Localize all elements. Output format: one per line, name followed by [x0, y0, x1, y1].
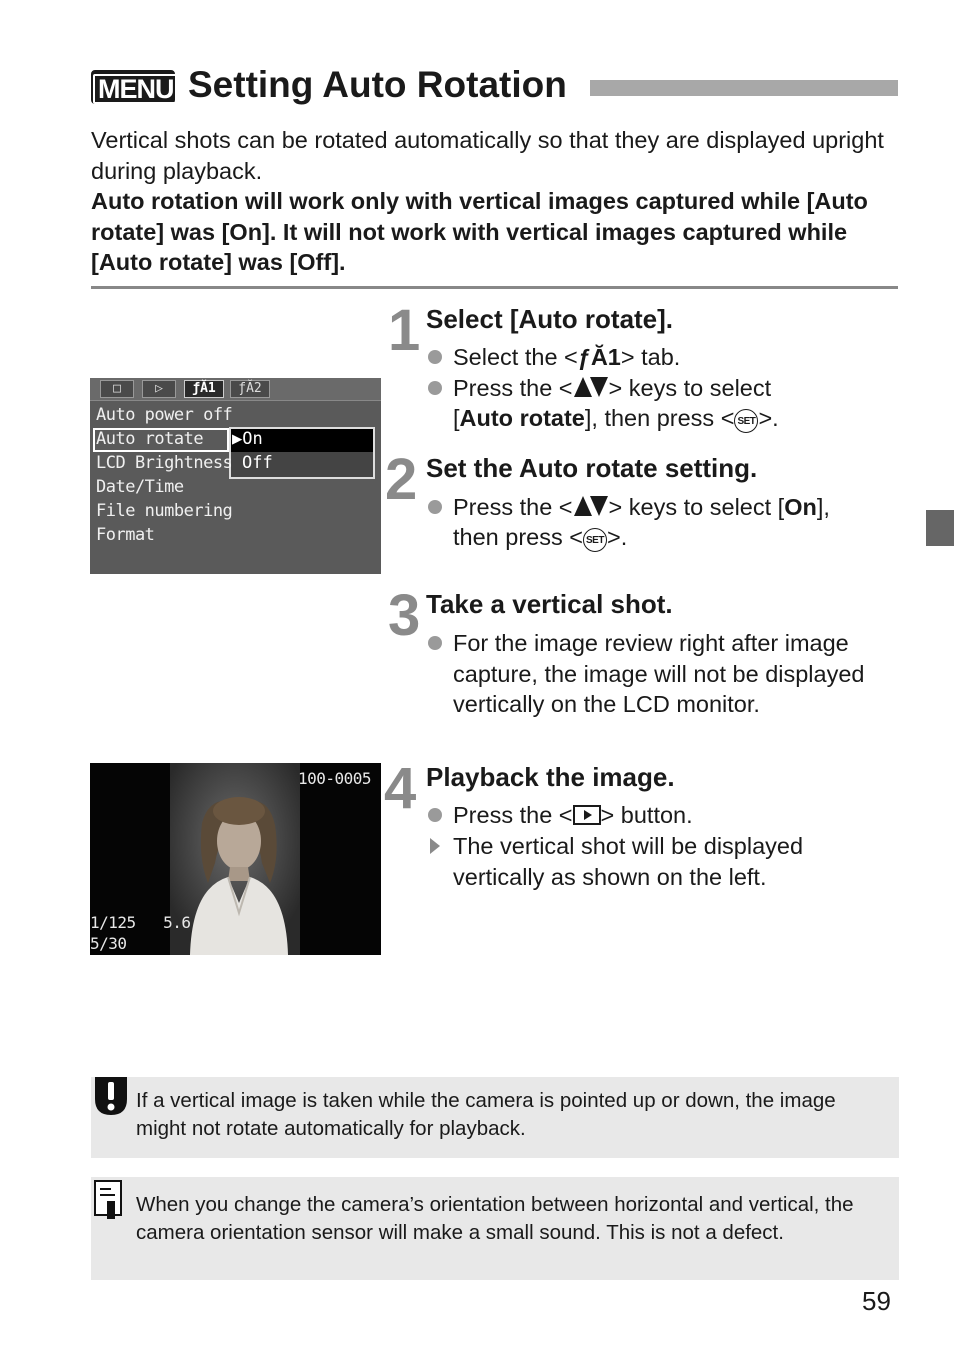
shot-count: 5/30 — [90, 934, 127, 953]
memo-icon — [93, 1179, 125, 1221]
lcd-menu-item: Date/Time — [96, 477, 184, 497]
step-bullet-cont: [Auto rotate], then press < SET >. — [453, 405, 779, 431]
intro-text: Vertical shots can be rotated automatically so that they are displayed upright during playback. — [91, 127, 884, 184]
lcd-menu-item: LCD Brightness — [96, 453, 233, 473]
caution-note — [91, 1077, 899, 1158]
step-bullet: Press the < > button. — [453, 802, 693, 828]
chapter-tab-marker — [926, 510, 954, 546]
step-title: Select [Auto rotate]. — [426, 304, 674, 334]
caution-text: If a vertical image is taken while the camera is pointed up or down, the image might not rotate automatically for playback. — [136, 1089, 836, 1140]
bullet-dot-icon — [428, 808, 442, 822]
step-bullet: For the image review right after image capture, the image will not be displayed vertically on the LCD monitor. — [453, 630, 865, 717]
menu-badge: MENU — [91, 70, 175, 104]
step-number: 2 — [385, 447, 416, 512]
step-bullet: Press the < > keys to select — [453, 375, 772, 401]
step-bullet: Press the < > keys to select [On], — [453, 494, 830, 520]
set-button-icon: SET — [734, 409, 758, 433]
step-number: 4 — [384, 756, 415, 821]
shutter-aperture: 1/125 5.6 — [90, 913, 191, 932]
step-title: Set the Auto rotate setting. — [426, 453, 758, 483]
lcd-menu-screenshot — [90, 378, 381, 574]
page-number: 59 — [862, 1286, 891, 1316]
memo-note — [91, 1177, 899, 1280]
memo-text: When you change the camera’s orientation between horizontal and vertical, the camera orientation sensor will make a small sound. This is not a defect. — [136, 1193, 854, 1244]
setup2-tab: ƒĂ2 — [230, 380, 270, 398]
step-title: Playback the image. — [426, 762, 675, 792]
set-button-icon: SET — [583, 528, 607, 552]
title-rule — [590, 80, 898, 96]
file-number: 100-0005 — [298, 769, 372, 788]
step-result: The vertical shot will be displayed vertically as shown on the left. — [453, 833, 804, 890]
setup1-tab: ƒĂ1 — [184, 380, 224, 398]
playback-button-icon — [573, 805, 601, 825]
step-bullet: Select the <ƒĂ1> tab. — [453, 344, 681, 370]
section-divider — [91, 286, 898, 289]
up-down-keys-icon — [573, 496, 609, 518]
lcd-tab-bar — [90, 378, 381, 401]
lcd-menu-item: File numbering — [96, 501, 233, 521]
step-title: Take a vertical shot. — [426, 589, 673, 619]
playback-photo — [90, 763, 381, 955]
bullet-dot-icon — [428, 350, 442, 364]
intro-warning: Auto rotation will work only with vertical images captured while [Auto rotate] was [On]. It will not work with vertical images captured while [Auto rotate] was [Off]. — [91, 188, 868, 275]
lcd-menu-item: Format — [96, 525, 155, 545]
lcd-menu-item: Auto rotate — [96, 429, 204, 449]
caution-icon — [91, 1077, 131, 1117]
step-number: 3 — [388, 583, 419, 648]
bullet-dot-icon — [428, 500, 442, 514]
up-down-keys-icon — [573, 377, 609, 399]
bullet-dot-icon — [428, 381, 442, 395]
bullet-dot-icon — [428, 636, 442, 650]
lcd-menu-item: Auto power off — [96, 405, 233, 425]
lcd-option-off: Off — [242, 453, 273, 473]
step-bullet-cont: then press < SET >. — [453, 524, 628, 550]
setup-tab-icon: ƒĂ1 — [577, 344, 621, 370]
step-number: 1 — [388, 298, 419, 363]
camera-tab-icon: □ — [100, 380, 134, 398]
result-arrow-icon — [430, 838, 440, 854]
page-title: Setting Auto Rotation — [188, 64, 567, 105]
playback-tab-icon: ▷ — [142, 380, 176, 398]
lcd-option-on: ▶On — [232, 429, 263, 449]
